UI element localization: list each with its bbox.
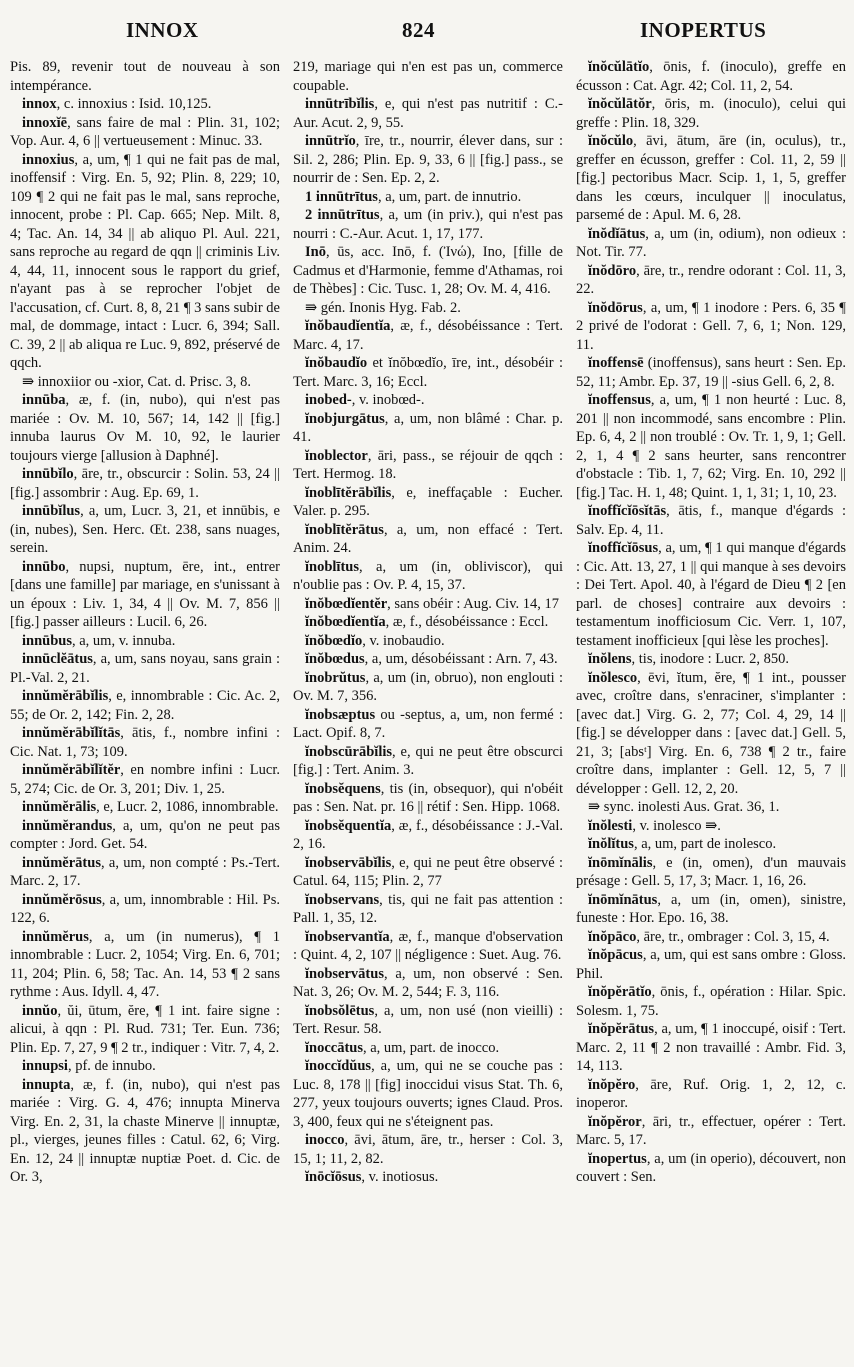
dictionary-entry: ĭnobjurgātus, a, um, non blâmé : Char. p. 41. [293,410,563,445]
dictionary-entry: ĭnobrŭtus, a, um (in, obruo), non englouti : Ov. M. 7, 356. [293,669,563,704]
dictionary-entry: innŭmĕrālis, e, Lucr. 2, 1086, innombrable. [22,799,279,815]
dictionary-entry: ĭnŏdĭātus, a, um (in, odium), non odieux : Not. Tir. 77. [576,225,846,260]
dictionary-entry: ⇛ sync. inolesti Aus. Grat. 36, 1. [588,799,780,815]
dictionary-entry: innŭmĕrābĭlĭtĕr, en nombre infini : Lucr. 5, 274; Cic. de Or. 3, 201; Div. 1, 25. [10,762,280,797]
dictionary-entry: Inō, ūs, acc. Inō, f. (Ἰνώ), Ino, [fille de Cadmus et d'Harmonie, femme d'Athamas, roi de Thèbes] : Cic. Tusc. 1, 28; Ov. M. 4, 416. [293,244,563,297]
dictionary-entry: ĭnŏbaudĭo et ĭnŏbœdĭo, īre, int., désobéir : Tert. Marc. 3, 16; Eccl. [293,355,563,390]
dictionary-entry: innupta, æ, f. (in, nubo), qui n'est pas mariée : Virg. G. 4, 476; innupta Minerva Virg. En. 2, 31, la chaste Minerve || innuptæ, pl., vierges, jeunes filles : Catul. 62, 6; Virg. En. 12, 24 || innuptæ nuptiæ Poet. d. Cic. de Or. 3, [10,1076,280,1185]
dictionary-entry: ĭnŏlesti, v. inolesco ⇛. [588,817,721,834]
dictionary-entry: ĭnōmĭnātus, a, um (in, omen), sinistre, funeste : Hor. Epo. 16, 38. [576,891,846,926]
dictionary-entry: ĭnŏbœdĭentĭa, æ, f., désobéissance : Eccl. [305,614,549,630]
dictionary-entry: ĭnoffĭcĭōsĭtās, ātis, f., manque d'égards : Salv. Ep. 4, 11. [576,503,846,538]
dictionary-entry: 1 innūtrītus, a, um, part. de innutrio. [305,188,522,205]
dictionary-entry: ĭnoblector, āri, pass., se réjouir de qqch : Tert. Hermog. 18. [293,447,563,482]
columns [10,58,846,1358]
dictionary-entry: ĭnoblītus, a, um (in, obliviscor), qui n'oublie pas : Ov. P. 4, 15, 37. [293,558,563,593]
dictionary-entry: ĭnōmĭnālis, e (in, omen), d'un mauvais présage : Gell. 5, 17, 3; Macr. 1, 16, 26. [576,854,846,889]
dictionary-entry: innūtrĭo, īre, tr., nourrir, élever dans, sur : Sil. 2, 286; Plin. Ep. 9, 33, 6 || [fig.] pass., se nourrir de : Sen. Ep. 2, 2. [293,133,563,186]
dictionary-entry: ĭnŏdōrus, a, um, ¶ 1 inodore : Pers. 6, 35 ¶ 2 privé de l'odorat : Gell. 7, 6, 1; Non. 129, 11. [576,299,846,353]
dictionary-entry: innŭmĕrus, a, um (in numerus), ¶ 1 innombrable : Lucr. 2, 1054; Virg. En. 6, 701; 11, 204; Plin. 6, 58; Tac. An. 14, 53 ¶ 2 sans rythme : Aus. Idyll. 4, 47. [10,928,280,1000]
dictionary-entry: ĭnŏpĕrātĭo, ōnis, f., opération : Hilar. Spic. Solesm. 1, 75. [576,984,846,1019]
dictionary-entry: ĭnobsŏlētus, a, um, non usé (non vieilli) : Tert. Resur. 58. [293,1002,563,1037]
dictionary-entry: ĭnobsĕquentĭa, æ, f., désobéissance : J.-Val. 2, 16. [293,817,563,852]
dictionary-entry: ĭnŏlĭtus, a, um, part de inolesco. [588,836,777,852]
dictionary-entry: innūclĕātus, a, um, sans noyau, sans grain : Pl.-Val. 2, 21. [10,651,280,686]
dictionary-entry: innūtrībĭlis, e, qui n'est pas nutritif : C.-Aur. Acut. 2, 9, 55. [293,96,563,131]
dictionary-entry: innŭmĕrōsus, a, um, innombrable : Hil. Ps. 122, 6. [10,891,280,926]
dictionary-entry: innupsi, pf. de innubo. [22,1058,156,1074]
dictionary-entry: ĭnobsæptus ou -septus, a, um, non fermé : Lact. Opif. 8, 7. [293,706,563,741]
dictionary-entry: innūba, æ, f. (in, nubo), qui n'est pas mariée : Ov. M. 10, 567; 14, 142 || [fig.] innuba laurus Ov M. 10, 92, le laurier toujours vierge [allusion à Daphné]. [10,392,280,464]
dictionary-entry: ĭnŏbaudĭentĭa, æ, f., désobéissance : Tert. Marc. 4, 17. [293,318,563,353]
dictionary-entry: 2 innūtrītus, a, um (in priv.), qui n'est pas nourri : C.-Aur. Acut. 1, 17, 177. [293,207,563,242]
column-2 [293,58,563,1358]
dictionary-entry: ĭnoffensē (inoffensus), sans heurt : Sen. Ep. 52, 11; Ambr. Ep. 37, 19 || -sius Gell. 6, 2, 8. [576,355,846,390]
dictionary-entry: ⇛ gén. Inonis Hyg. Fab. 2. [305,299,461,316]
dictionary-entry: ĭnŏdōro, āre, tr., rendre odorant : Col. 11, 3, 22. [576,262,846,297]
dictionary-entry: ĭnobsĕquens, tis (in, obsequor), qui n'obéit pas : Sen. Nat. pr. 16 || rétif : Sen. Hipp. 1068. [293,780,563,815]
dictionary-entry: ĭnŏlesco, ēvi, ĭtum, ĕre, ¶ 1 int., pousser avec, croître dans, s'enraciner, s'implanter : [avec dat.] Virg. G. 2, 77; Col. 4, 29, 14 || [fig.] se développer dans : [avec dat.] Gell. 5, 21, 3; [absᵗ] Virg. En. 6, 738 ¶ 2 tr., faire croître dans, implanter : Gell. 12, 5, 7 || développer : Gell. 12, 2, 20. [576,669,846,797]
dictionary-entry: Pis. 89, revenir tout de nouveau à son intempérance. [10,59,280,94]
dictionary-entry: ĭnoblītĕrātus, a, um, non effacé : Tert. Anim. 24. [293,521,563,556]
dictionary-entry: ĭnŏlens, tis, inodore : Lucr. 2, 850. [588,651,789,667]
dictionary-entry: ĭnŏbœdĭentĕr, sans obéir : Aug. Civ. 14, 17 [305,595,560,612]
dictionary-entry: ĭnŏpāco, āre, tr., ombrager : Col. 3, 15, 4. [588,928,830,945]
dictionary-entry: innūbĭlus, a, um, Lucr. 3, 21, et innūbis, e (in, nubes), Sen. Herc. Œt. 238, sans nuages, serein. [10,503,280,556]
dictionary-entry: ĭnŏcŭlātĭo, ōnis, f. (inoculo), greffe en écusson : Cat. Agr. 42; Col. 11, 2, 54. [576,59,846,94]
dictionary-entry: innūbus, a, um, v. innuba. [22,632,176,649]
dictionary-entry: ĭnŏbœdĭo, v. inobaudio. [305,632,445,649]
dictionary-entry: ĭnoccātus, a, um, part. de inocco. [305,1039,500,1056]
running-header [0,18,854,48]
dictionary-entry: ĭnoccĭdŭus, a, um, qui ne se couche pas : Luc. 8, 178 || [fig] inoccidui visus Stat. Th. 6, 277, yeux toujours ouverts; ignes Claud. Pros. 3, 400, feux qui ne s'éteignent pas. [293,1058,563,1130]
dictionary-entry: innŭo, ŭi, ūtum, ĕre, ¶ 1 int. faire signe : alicui, à qqn : Pl. Rud. 731; Ter. Eun. 736; Plin. Ep. 7, 27, 9 ¶ 2 tr., indiquer : Vitr. 7, 4, 2. [10,1002,280,1056]
dictionary-entry: ĭnobservans, tis, qui ne fait pas attention : Pall. 1, 35, 12. [293,891,563,926]
dictionary-entry: ĭnoffensus, a, um, ¶ 1 non heurté : Luc. 8, 201 || non incommodé, sans encombre : Plin. Ep. 6, 4, 2 || non troublé : Ov. Tr. 1, 9, 1; Gell. 2, 1, 4 ¶ 2 sans heurter, sans rencontrer d'obstacle : Tib. 1, 7, 62; Virg. En. 10, 292 || [fig.] Tac. H. 1, 48; Quint. 1, 1, 31; 1, 10, 23. [576,392,846,501]
dictionary-entry: ĭnŏpĕrātus, a, um, ¶ 1 inoccupé, oisif : Tert. Marc. 2, 11 ¶ 2 non travaillé : Ambr. Fid. 3, 14, 113. [576,1021,846,1074]
dictionary-entry: innoxius, a, um, ¶ 1 qui ne fait pas de mal, inoffensif : Virg. En. 5, 92; Plin. 8, 229; 10, 109 ¶ 2 qui ne fait pas le mal, sans reproche, innocent, probe : Pl. Cap. 665; Nep. Milt. 8, 4; Tac. An. 14, 34 || ab aliquo Pl. Aul. 221, sans reproche au regard de qqn || criminis Liv. 4, 44, 11, innocent sous le rapport du grief, n'ayant pas à se reprocher l'objet de l'accusation, cf. Curt. 8, 8, 21 ¶ 3 sans subir de mal, de dommage, intact : Lucr. 6, 394; Sall. C. 39, 2 || ab aliqua re Luc. 9, 892, préservé de qqch. [10,151,280,371]
dictionary-entry: ĭnobservātus, a, um, non observé : Sen. Nat. 3, 26; Ov. M. 2, 544; F. 3, 116. [293,965,563,1000]
dictionary-entry: ĭnopertus, a, um (in operio), découvert, non couvert : Sen. [576,1150,846,1185]
dictionary-entry: ĭnŏpĕro, āre, Ruf. Orig. 1, 2, 12, c. inoperor. [576,1076,846,1111]
dictionary-entry: innox, c. innoxius : Isid. 10,125. [22,96,212,112]
dictionary-entry: ĭnobservantĭa, æ, f., manque d'observation : Quint. 4, 2, 107 || négligence : Suet. Aug. 76. [293,928,563,963]
dictionary-entry: innŭmĕrābĭlĭtās, ātis, f., nombre infini : Cic. Nat. 1, 73; 109. [10,725,280,760]
dictionary-entry: ĭnŏcŭlātŏr, ōris, m. (inoculo), celui qui greffe : Plin. 18, 329. [576,96,846,131]
dictionary-entry: innŭmĕrābĭlis, e, innombrable : Cic. Ac. 2, 55; de Or. 2, 142; Fin. 2, 28. [10,688,280,723]
dictionary-entry: ĭnōcĭōsus, v. inotiosus. [305,1169,439,1185]
column-3 [576,58,846,1358]
dictionary-entry: inobed-, v. inobœd-. [305,392,425,408]
dictionary-entry: inocco, āvi, ātum, āre, tr., herser : Col. 3, 15, 1; 11, 2, 82. [293,1132,563,1167]
dictionary-entry: ĭnŏpācus, a, um, qui est sans ombre : Gloss. Phil. [576,947,846,982]
dictionary-entry: innŭmĕrātus, a, um, non compté : Ps.-Tert. Marc. 2, 17. [10,854,280,889]
dictionary-entry: innūbĭlo, āre, tr., obscurcir : Solin. 53, 24 || [fig.] assombrir : Aug. Ep. 69, 1. [10,466,280,501]
column-1 [10,58,280,1358]
dictionary-entry: innūbo, nupsi, nuptum, ēre, int., entrer [dans une famille] par mariage, en s'unissant à un époux : Liv. 1, 34, 4 || Ov. M. 7, 856 || [fig.] passer ailleurs : Lucil. 6, 26. [10,558,280,630]
dictionary-entry: ĭnŏcŭlo, āvi, ātum, āre (in, oculus), tr., greffer en écusson, greffer : Col. 11, 2, 59 || [fig.] pectoribus Macr. Scip. 1, 1, 5, greffer dans les cœurs, inculquer || inoculatus, parsemé de : Apul. M. 6, 28. [576,133,846,223]
header-right-guideword: INOPERTUS [640,18,767,42]
dictionary-entry: ĭnobscūrābĭlis, e, qui ne peut être obscurci [fig.] : Tert. Anim. 3. [293,743,563,778]
dictionary-entry: ⇛ innoxiior ou -xior, Cat. d. Prisc. 3, 8. [22,373,252,390]
dictionary-entry: innŭmĕrandus, a, um, qu'on ne peut pas compter : Jord. Get. 54. [10,817,280,852]
dictionary-entry: ĭnŏbœdus, a, um, désobéissant : Arn. 7, 43. [305,651,558,667]
dictionary-entry: ĭnoblītĕrābĭlis, e, ineffaçable : Eucher. Valer. p. 295. [293,484,563,519]
dictionary-entry: 219, mariage qui n'en est pas un, commerce coupable. [293,59,563,94]
dictionary-entry: ĭnŏpĕror, āri, tr., effectuer, opérer : Tert. Marc. 5, 17. [576,1113,846,1148]
dictionary-entry: innoxĭē, sans faire de mal : Plin. 31, 102; Vop. Aur. 4, 6 || vertueusement : Minuc. 33. [10,114,280,149]
dictionary-entry: ĭnoffĭcĭōsus, a, um, ¶ 1 qui manque d'égards : Cic. Att. 13, 27, 1 || qui manque à ses devoirs : Dei Tert. Apol. 40, à l'égard de Dieu ¶ 2 [en parl. de choses] contraire aux devoirs : testamentum inofficiosum Cic. Verr. 1, 107, testament inofficieux [qui lèse les proches]. [576,540,846,649]
dictionary-entry: ĭnobservābĭlis, e, qui ne peut être observé : Catul. 64, 115; Plin. 2, 77 [293,854,563,889]
header-left-guideword: INNOX [126,18,199,42]
page-number: 824 [402,18,435,42]
